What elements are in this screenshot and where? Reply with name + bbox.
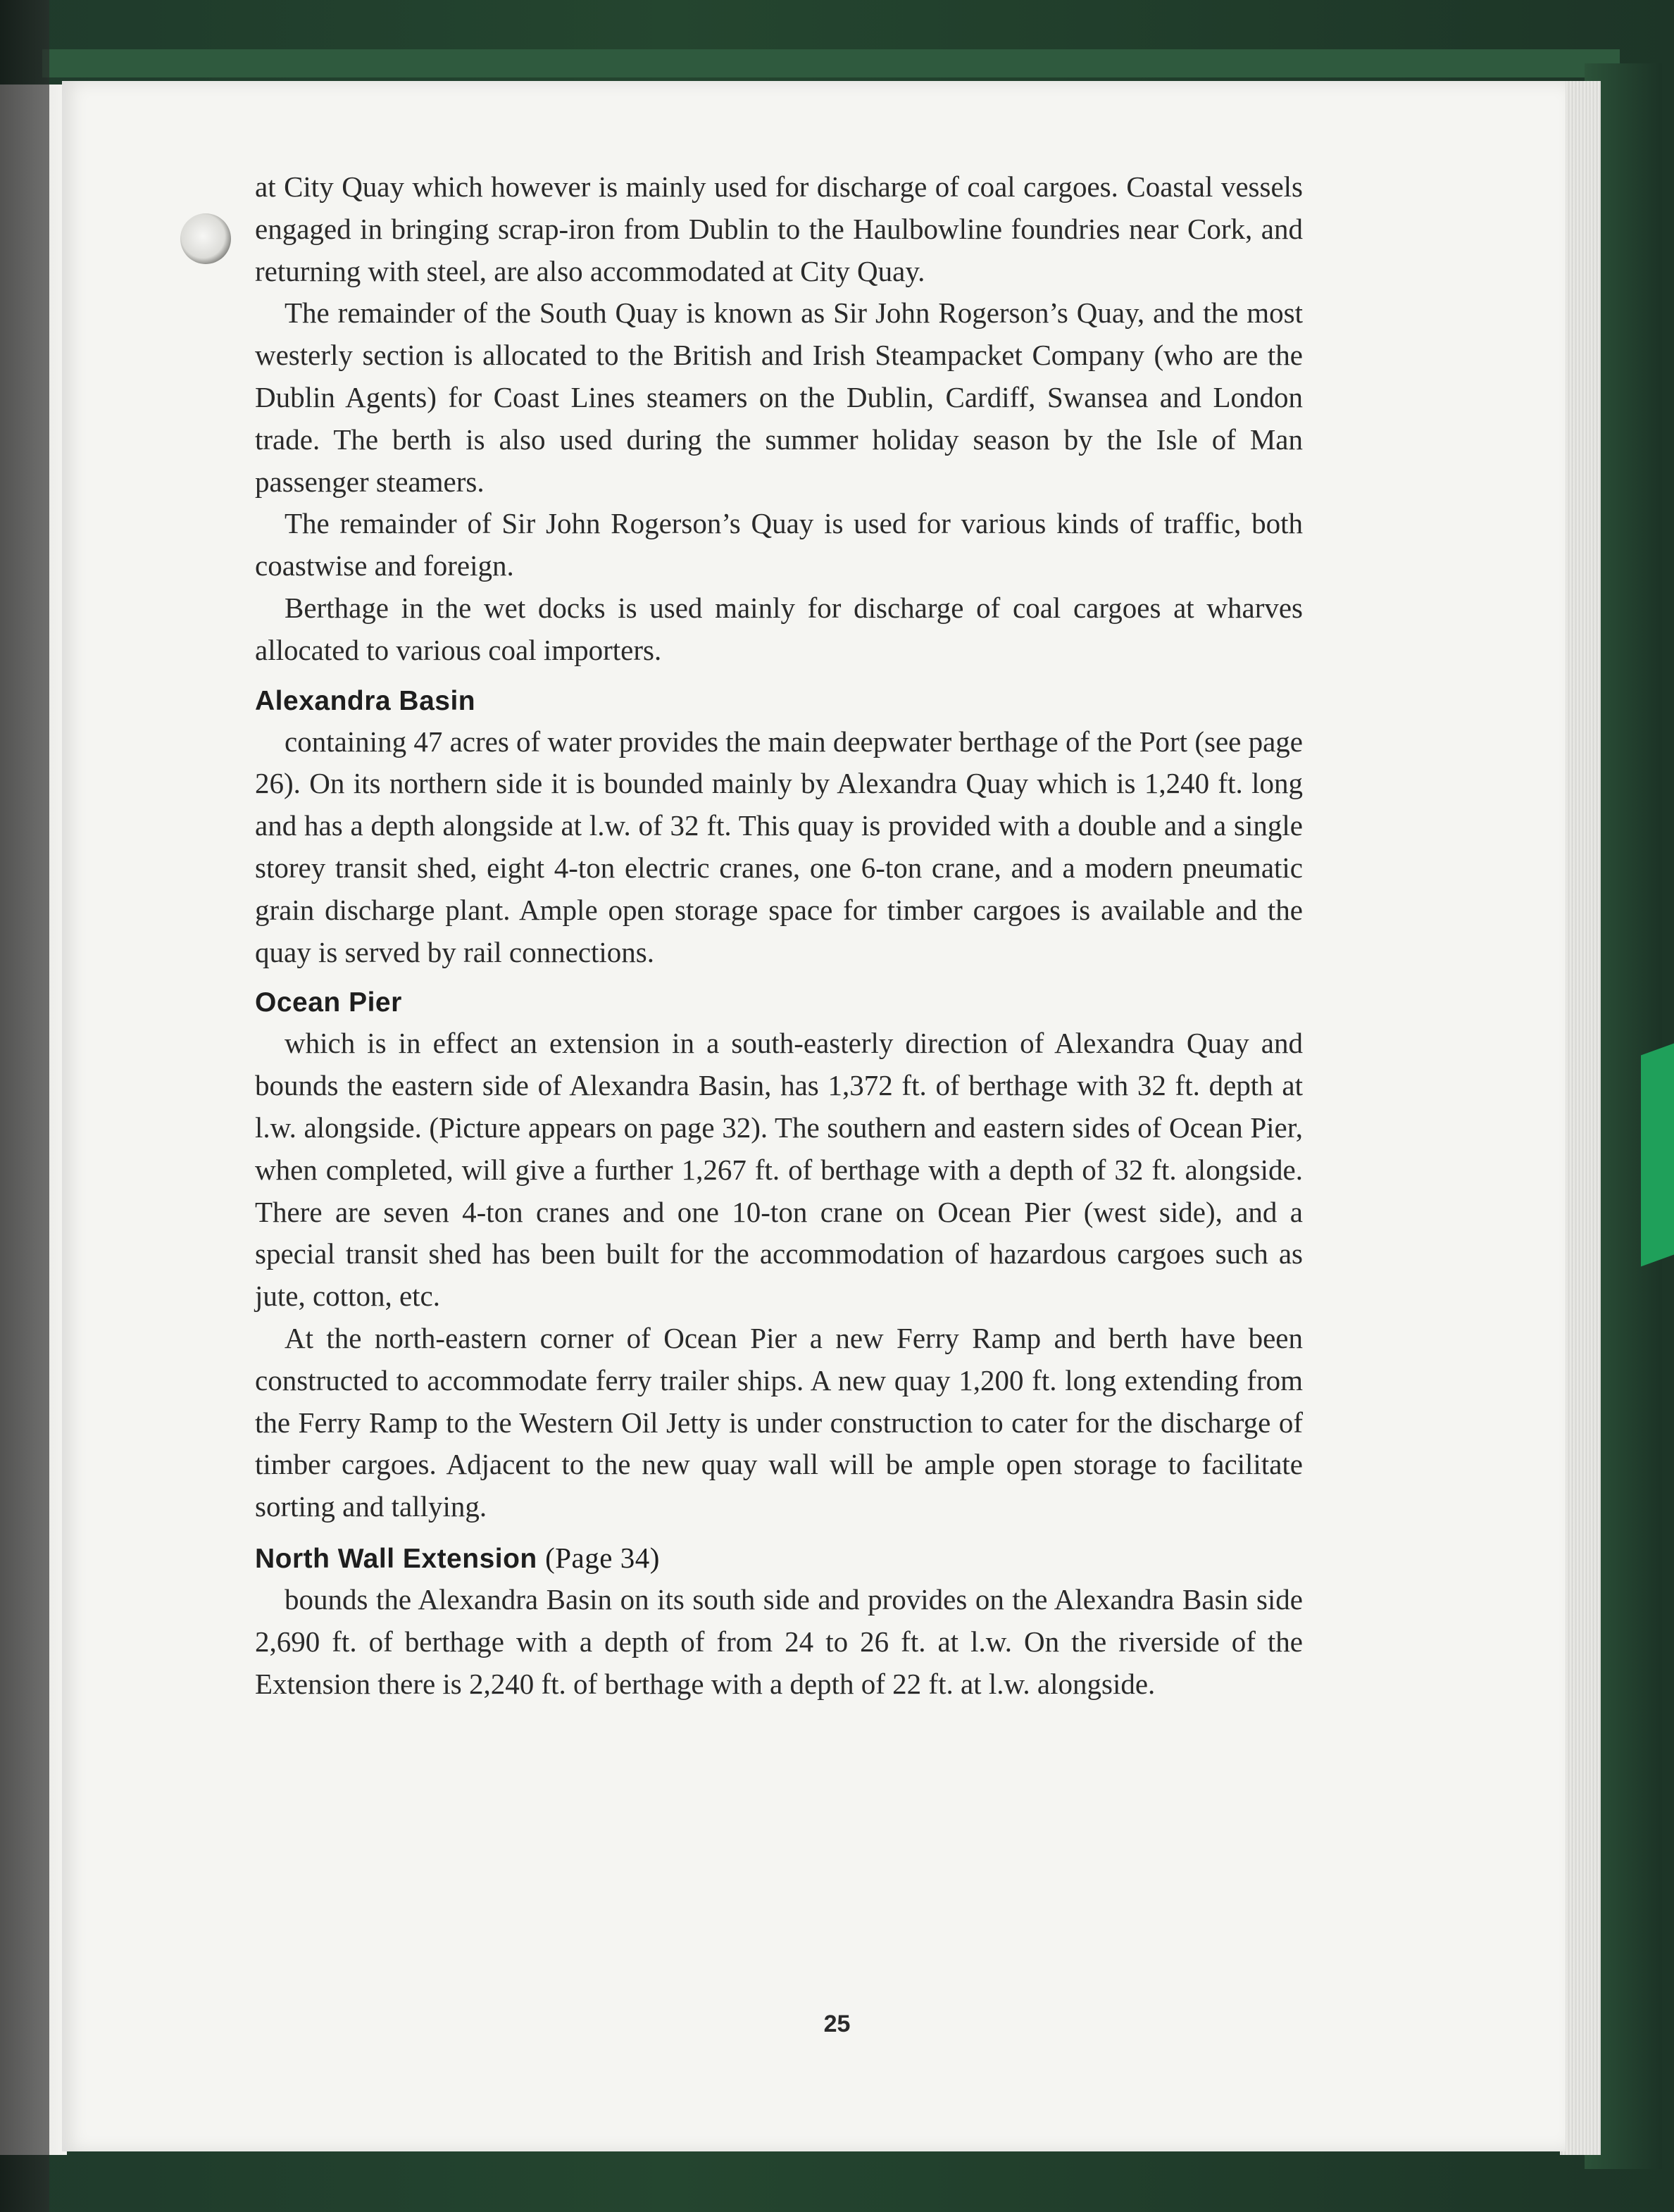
punch-hole bbox=[180, 213, 231, 264]
paragraph-ferry-ramp: At the north-eastern corner of Ocean Pier a new Ferry Ramp and berth have been constructed to accommodate ferry trailer ships. A new quay 1,200 ft. long extending from the Ferry Ramp to the Western Oil Jetty is under construction to cater for the discharge of timber cargoes. Adjacent to the new quay wall will be ample open storage to facilitate sorting and tallying. bbox=[255, 1321, 1303, 1523]
paragraph-ocean-pier: which is in effect an extension in a south-easterly direction of Alexandra Quay and bounds the eastern side of Alexandra Basin, has 1,372 ft. of berthage with 32 ft. depth at l.w. alongside. (Picture appears on page 32). The southern and eastern sides of Ocean Pier, when completed, will give a further 1,267 ft. of berthage with a depth of 32 ft. alongside. There are seven 4-ton cranes and one 10-ton crane on Ocean Pier (west side), and a special transit shed has been built for the accommodation of hazardous cargoes such as jute, cotton, etc. bbox=[255, 1027, 1303, 1313]
paragraph-alexandra-basin: containing 47 acres of water provides the main deepwater berthage of the Port (see page 26). On its northern side it is bounded mainly by Alexandra Quay which is 1,240 ft. long and has a depth alongside at l.w. of 32 ft. This quay is provided with a double and a single storey transit shed, eight 4-ton electric cranes, one 6-ton crane, and a modern pneumatic grain discharge plant. Ample open storage space for timber cargoes is available and the quay is served by rail connections. bbox=[255, 725, 1303, 968]
page-text bbox=[255, 166, 1303, 1705]
page-number: 25 bbox=[823, 2011, 851, 2037]
heading-page-reference: (Page 34) bbox=[545, 1541, 660, 1574]
heading-alexandra-basin: Alexandra Basin bbox=[255, 685, 476, 716]
paragraph-wet-docks: Berthage in the wet docks is used mainly for discharge of coal cargoes at wharves allocated to various coal importers. bbox=[255, 591, 1303, 666]
heading-north-wall-title: North Wall Extension bbox=[255, 1543, 537, 1574]
cover-top-edge bbox=[42, 49, 1620, 77]
heading-north-wall-extension bbox=[255, 1538, 1303, 1579]
bookmark-ribbon bbox=[1641, 1043, 1674, 1266]
binding-shadow bbox=[0, 0, 49, 2212]
paragraph-rogersons-remainder: The remainder of Sir John Rogerson’s Quay is used for various kinds of traffic, both coastwise and foreign. bbox=[255, 507, 1303, 582]
page-stack-edge bbox=[1560, 81, 1601, 2155]
paragraph-north-wall-extension: bounds the Alexandra Basin on its south side and provides on the Alexandra Basin side 2,690 ft. of berthage with a depth of from 24 to 26 ft. at l.w. On the riverside of the Extension there is 2,240 ft. of berthage with a depth of 22 ft. at l.w. alongside. bbox=[255, 1582, 1303, 1700]
heading-ocean-pier: Ocean Pier bbox=[255, 987, 402, 1018]
paragraph-city-quay: at City Quay which however is mainly used for discharge of coal cargoes. Coastal vessels engaged in bringing scrap-iron from Dublin to the Haulbowline foundries near Cork, and returning with steel, are also accommodated at City Quay. bbox=[255, 170, 1303, 287]
paragraph-rogersons-quay: The remainder of the South Quay is known as Sir John Rogerson’s Quay, and the most westerly section is allocated to the British and Irish Steampacket Company (who are the Dublin Agents) for Coast Lines steamers on the Dublin, Cardiff, Swansea and London trade. The berth is also used during the summer holiday season by the Isle of Man passenger steamers. bbox=[255, 296, 1303, 498]
